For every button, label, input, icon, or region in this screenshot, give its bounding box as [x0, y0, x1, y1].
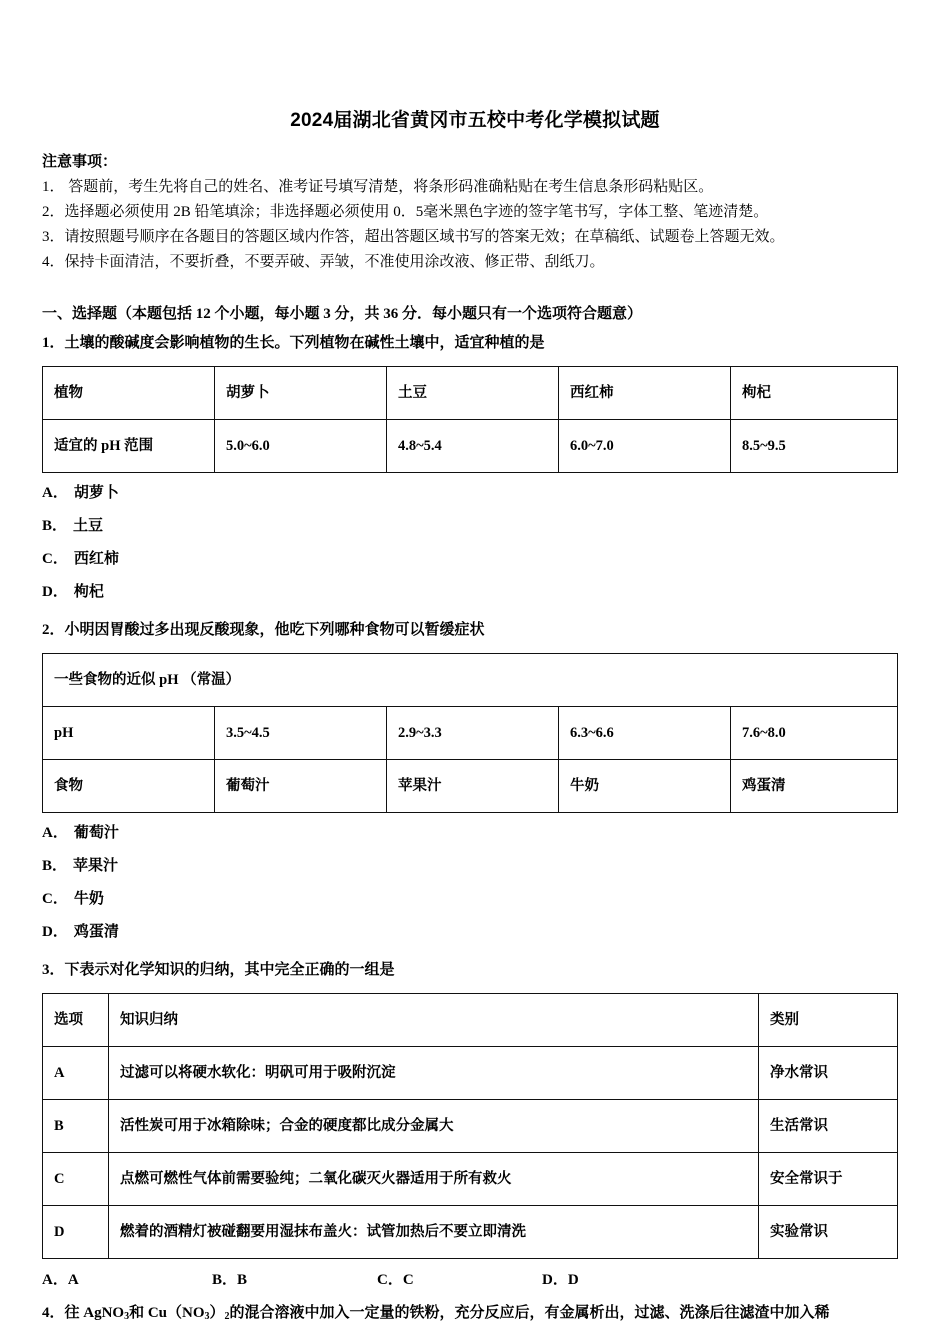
- table-row: [43, 707, 898, 760]
- q4-mid: 和 Cu（NO: [129, 1305, 205, 1321]
- question-2-option-d[interactable]: [42, 920, 908, 945]
- question-3-option-a[interactable]: A．A: [42, 1272, 79, 1288]
- q2-ph-2: 6.3~6.6: [559, 707, 731, 760]
- question-1-stem: 1．土壤的酸碱度会影响植物的生长。下列植物在碱性土壤中，适宜种植的是: [42, 335, 545, 351]
- q2-food-3: 鸡蛋清: [731, 760, 898, 813]
- question-4-stem: [42, 1300, 908, 1330]
- q3-row-3-option: D: [43, 1206, 109, 1259]
- q3-row-1-summary: 活性炭可用于冰箱除味；合金的硬度都比成分金属大: [109, 1100, 759, 1153]
- q3-row-1-category: 生活常识: [759, 1100, 898, 1153]
- option-letter: B．: [42, 858, 68, 874]
- question-1-option-a[interactable]: [42, 481, 908, 506]
- option-text: 土豆: [73, 518, 104, 534]
- table-row: [43, 994, 898, 1047]
- question-2-option-b[interactable]: [42, 854, 908, 879]
- question-1-option-c[interactable]: [42, 547, 908, 572]
- q3-row-0-option: A: [43, 1047, 109, 1100]
- q4-suffix: 的混合溶液中加入一定量的铁粉，充分反应后，有金属析出，过滤、洗涤后往滤渣中加入稀: [229, 1305, 830, 1321]
- q1-ph-2: 6.0~7.0: [559, 420, 731, 473]
- option-text: 苹果汁: [73, 858, 119, 874]
- option-letter: B．: [42, 518, 68, 534]
- option-text: 葡萄汁: [73, 825, 119, 841]
- notice-line-2: 2．选择题必须使用 2B 铅笔填涂；非选择题必须使用 0．5毫米黑色字迹的签字笔书写，字体工整、笔迹清楚。: [42, 204, 769, 220]
- table-row: [43, 367, 898, 420]
- q1-plant-2: 西红柿: [559, 367, 731, 420]
- question-1-option-d[interactable]: [42, 580, 908, 605]
- notice-heading: 注意事项：: [42, 154, 118, 170]
- q3-header-option: 选项: [43, 994, 109, 1047]
- q3-header-category: 类别: [759, 994, 898, 1047]
- q2-food-1: 苹果汁: [387, 760, 559, 813]
- q2-ph-1: 2.9~3.3: [387, 707, 559, 760]
- option-letter: A．: [42, 825, 68, 841]
- question-2-option-a[interactable]: [42, 821, 908, 846]
- option-letter: C．: [42, 891, 68, 907]
- q4-prefix: 4．往 AgNO: [42, 1305, 125, 1321]
- q4-sub-3: 2: [224, 1311, 230, 1323]
- q3-row-2-summary: 点燃可燃性气体前需要验纯；二氧化碳灭火器适用于所有救火: [109, 1153, 759, 1206]
- q3-row-0-summary: 过滤可以将硬水软化：明矾可用于吸附沉淀: [109, 1047, 759, 1100]
- notice-line-1: 1． 答题前，考生先将自己的姓名、准考证号填写清楚，将条形码准确粘贴在考生信息条形码粘贴区。: [42, 179, 714, 195]
- q2-ph-3: 7.6~8.0: [731, 707, 898, 760]
- question-3-option-c[interactable]: C．C: [377, 1272, 414, 1288]
- q1-row-header-ph: 适宜的 pH 范围: [43, 420, 215, 473]
- table-row: [43, 654, 898, 707]
- option-letter: A．: [42, 485, 68, 501]
- q2-table-caption: 一些食物的近似 pH （常温）: [43, 654, 898, 707]
- option-text: 西红柿: [73, 551, 119, 567]
- table-row: [43, 1047, 898, 1100]
- table-row: [43, 1206, 898, 1259]
- table-row: [43, 1100, 898, 1153]
- option-letter: D．: [42, 584, 68, 600]
- table-row: [43, 1153, 898, 1206]
- q4-mid-2: ）: [209, 1305, 225, 1321]
- option-text: 牛奶: [73, 891, 104, 907]
- question-3-stem: 3．下表示对化学知识的归纳，其中完全正确的一组是: [42, 962, 395, 978]
- option-letter: D．: [42, 924, 68, 940]
- q2-row-header-ph: pH: [43, 707, 215, 760]
- table-row: [43, 420, 898, 473]
- q3-row-0-category: 净水常识: [759, 1047, 898, 1100]
- question-3-option-b[interactable]: B．B: [212, 1272, 248, 1288]
- q1-row-header-plant: 植物: [43, 367, 215, 420]
- q2-ph-0: 3.5~4.5: [215, 707, 387, 760]
- q4-sub-1: 3: [124, 1311, 130, 1323]
- q1-ph-0: 5.0~6.0: [215, 420, 387, 473]
- option-text: 枸杞: [73, 584, 104, 600]
- q2-food-2: 牛奶: [559, 760, 731, 813]
- question-1-option-b[interactable]: [42, 514, 908, 539]
- q2-food-0: 葡萄汁: [215, 760, 387, 813]
- question-3-answer-row: [42, 1268, 908, 1289]
- question-3-table: [42, 993, 898, 1259]
- table-row: [43, 760, 898, 813]
- q3-row-3-category: 实验常识: [759, 1206, 898, 1259]
- question-2-stem: 2．小明因胃酸过多出现反酸现象，他吃下列哪种食物可以暂缓症状: [42, 622, 485, 638]
- q1-plant-1: 土豆: [387, 367, 559, 420]
- notice-line-4: 4．保持卡面清洁，不要折叠，不要弄破、弄皱，不准使用涂改液、修正带、刮纸刀。: [42, 254, 605, 270]
- q1-plant-3: 枸杞: [731, 367, 898, 420]
- q2-row-header-food: 食物: [43, 760, 215, 813]
- q1-ph-3: 8.5~9.5: [731, 420, 898, 473]
- q3-row-2-option: C: [43, 1153, 109, 1206]
- q3-row-2-category: 安全常识于: [759, 1153, 898, 1206]
- q3-row-3-summary: 燃着的酒精灯被碰翻要用湿抹布盖火：试管加热后不要立即清洗: [109, 1206, 759, 1259]
- section-heading: 一、选择题（本题包括 12 个小题，每小题 3 分，共 36 分．每小题只有一个选项符合题意）: [42, 306, 643, 322]
- q4-sub-2: 3: [204, 1311, 210, 1323]
- q1-ph-1: 4.8~5.4: [387, 420, 559, 473]
- section-choice-questions: [0, 301, 950, 1330]
- question-3-option-d[interactable]: D．D: [542, 1272, 579, 1288]
- option-text: 胡萝卜: [73, 485, 119, 501]
- notice-block: [0, 132, 950, 275]
- question-2-option-c[interactable]: [42, 887, 908, 912]
- page-title: 2024届湖北省黄冈市五校中考化学模拟试题: [290, 110, 660, 131]
- option-letter: C．: [42, 551, 68, 567]
- question-1-table: [42, 366, 898, 473]
- q3-header-summary: 知识归纳: [109, 994, 759, 1047]
- question-2-table: [42, 653, 898, 813]
- notice-line-3: 3．请按照题号顺序在各题目的答题区域内作答，超出答题区域书写的答案无效；在草稿纸、试题卷上答题无效。: [42, 229, 785, 245]
- q1-plant-0: 胡萝卜: [215, 367, 387, 420]
- q3-row-1-option: B: [43, 1100, 109, 1153]
- option-text: 鸡蛋清: [73, 924, 119, 940]
